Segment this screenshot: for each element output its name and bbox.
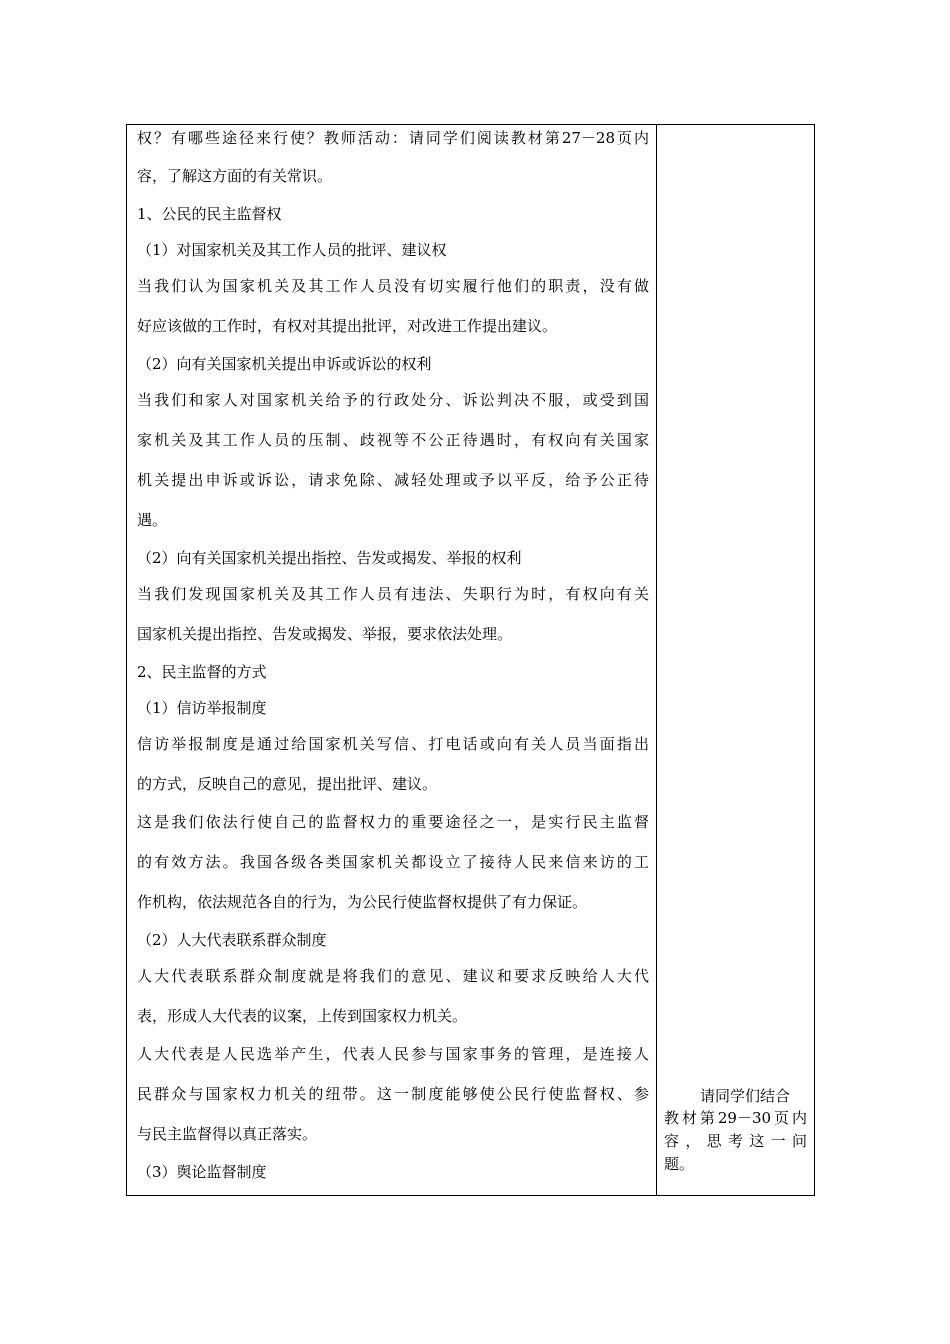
text-line: 人大代表联系群众制度就是将我们的意见、建议和要求反映给人大代 [137,967,649,985]
side-note-line: 教材第29－30页内 [664,1109,807,1127]
section-heading: 2、民主监督的方式 [137,663,267,681]
subsection-heading: （2）向有关国家机关提出指控、告发或揭发、举报的权利 [137,549,522,567]
text-line: 表，形成人大代表的议案，上传到国家权力机关。 [137,1007,468,1025]
subsection-heading: （3）舆论监督制度 [137,1163,267,1181]
side-note-line: 请同学们结合 [700,1087,791,1105]
text-line: 当我们认为国家机关及其工作人员没有切实履行他们的职责，没有做 [137,277,649,295]
side-note-line: 容，思考这一问 [664,1132,807,1150]
text-line: 信访举报制度是通过给国家机关写信、打电话或向有关人员当面指出 [137,735,649,753]
subsection-heading: （1）对国家机关及其工作人员的批评、建议权 [137,241,447,259]
text-line: 机关提出申诉或诉讼，请求免除、减轻处理或予以平反，给予公正待 [137,471,649,489]
text-line: 遇。 [137,511,168,529]
side-note-line: 题。 [664,1155,695,1173]
subsection-heading: （2）向有关国家机关提出申诉或诉讼的权利 [137,355,432,373]
column-divider [656,124,657,1196]
text-line: 的方式，反映自己的意见，提出批评、建议。 [137,775,438,793]
text-line: 好应该做的工作时，有权对其提出批评，对改进工作提出建议。 [137,317,558,335]
text-line: 与民主监督得以真正落实。 [137,1125,318,1143]
text-line: 这是我们依法行使自己的监督权力的重要途径之一，是实行民主监督 [137,813,649,831]
text-line: 权？有哪些途径来行使？教师活动：请同学们阅读教材第27－28页内 [137,129,649,147]
text-line: 作机构，依法规范各自的行为，为公民行使监督权提供了有力保证。 [137,893,588,911]
section-heading: 1、公民的民主监督权 [137,205,282,223]
text-line: 的有效方法。我国各级各类国家机关都设立了接待人民来信来访的工 [137,853,649,871]
text-line: 当我们和家人对国家机关给予的行政处分、诉讼判决不服，或受到国 [137,391,649,409]
text-line: 人大代表是人民选举产生，代表人民参与国家事务的管理，是连接人 [137,1045,649,1063]
subsection-heading: （2）人大代表联系群众制度 [137,931,327,949]
text-line: 国家机关提出指控、告发或揭发、举报，要求依法处理。 [137,625,513,643]
text-line: 家机关及其工作人员的压制、歧视等不公正待遇时，有权向有关国家 [137,431,649,449]
text-line: 民群众与国家权力机关的纽带。这一制度能够使公民行使监督权、参 [137,1085,649,1103]
text-line: 容，了解这方面的有关常识。 [137,167,333,185]
text-line: 当我们发现国家机关及其工作人员有违法、失职行为时，有权向有关 [137,585,649,603]
subsection-heading: （1）信访举报制度 [137,699,267,717]
